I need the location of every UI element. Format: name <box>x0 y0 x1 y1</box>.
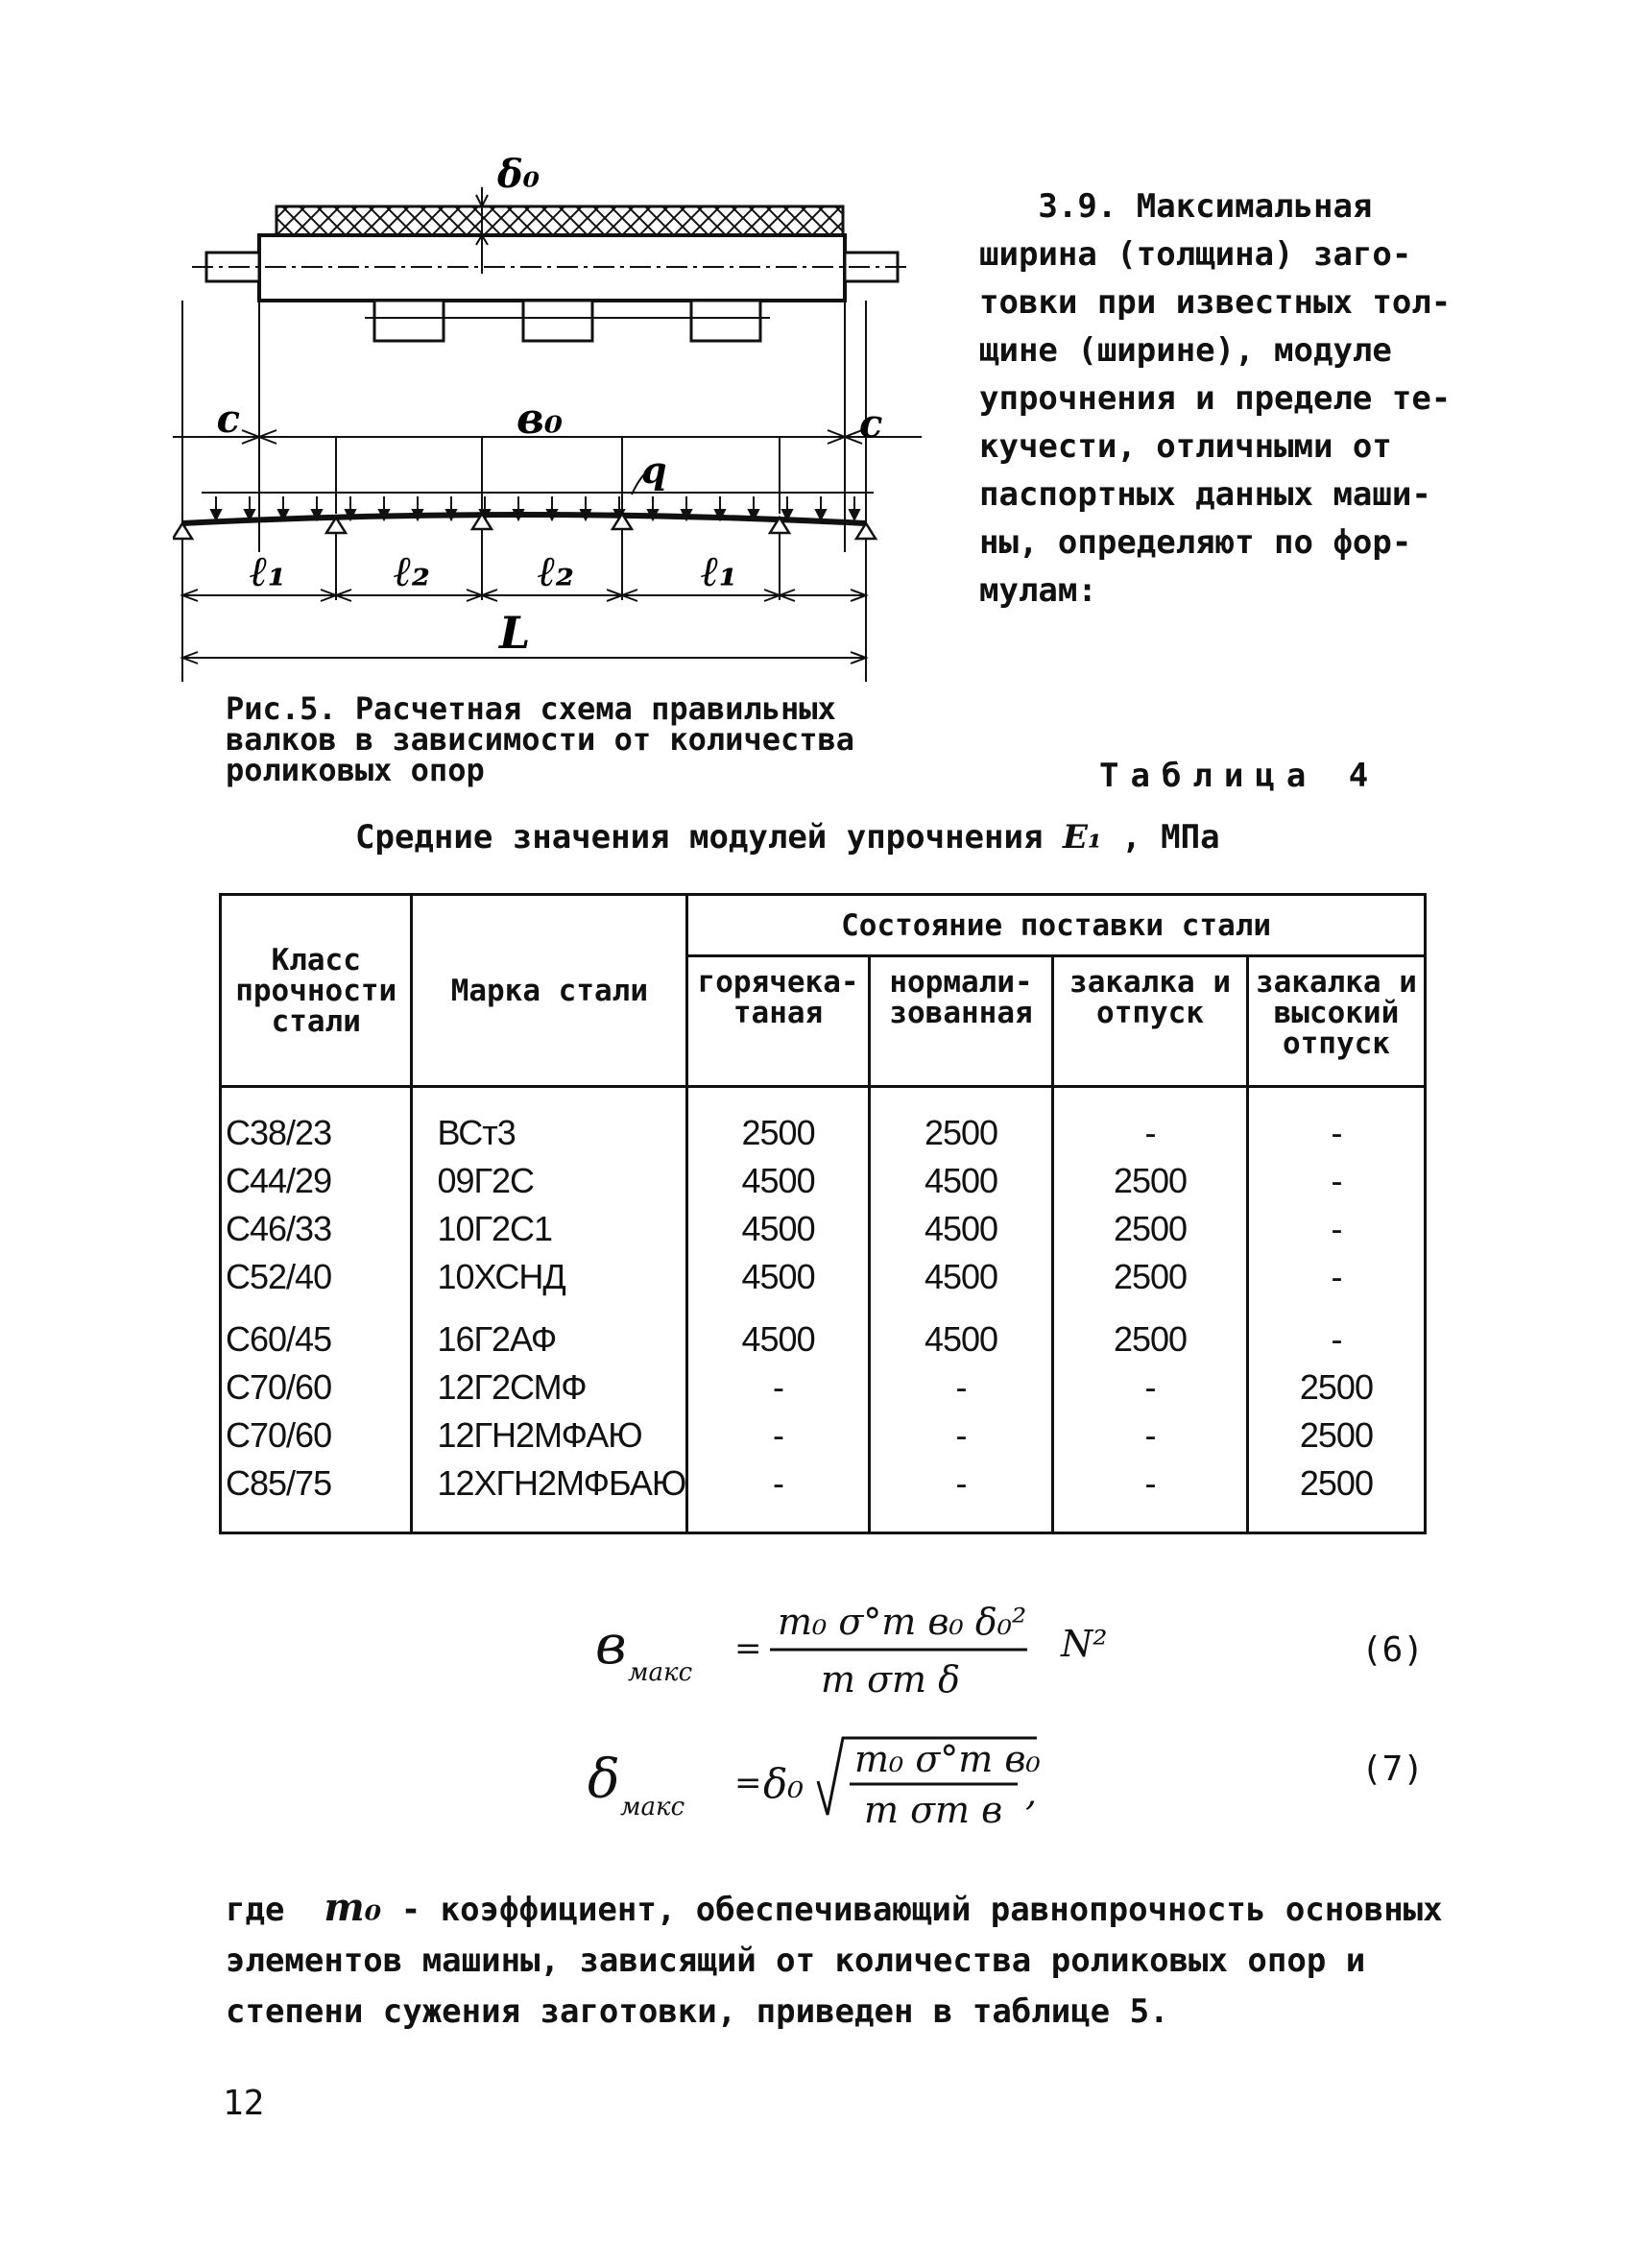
label-l2-right: ℓ₂ <box>538 547 575 596</box>
cell-hot: 4500 <box>741 1161 815 1200</box>
cell-class: С44/29 <box>226 1161 332 1200</box>
where-explanation <box>226 1882 1474 2038</box>
cell-quench-high: - <box>1331 1209 1342 1248</box>
figure-caption <box>226 690 936 788</box>
cell-quench: - <box>1144 1113 1156 1152</box>
roller-supports <box>374 301 760 341</box>
header-class: Класс прочности стали <box>221 895 412 1087</box>
label-b0: в₀ <box>516 395 564 444</box>
label-delta0: δ₀ <box>497 152 540 197</box>
section-line: упрочнения и пределе те- <box>979 379 1452 418</box>
header-quench-high-temper: закалка и высокий отпуск <box>1247 956 1425 1087</box>
cell-grade: 10Г2С1 <box>437 1209 553 1248</box>
equation-label-6: (6) <box>1361 1630 1425 1670</box>
cell-norm: 4500 <box>924 1161 998 1200</box>
header-hot-rolled: горячека-таная <box>687 956 870 1087</box>
where-symbol: m₀ <box>324 1885 382 1930</box>
where-line1-rest: - коэффициент, обеспечивающий равнопрочность основных <box>400 1891 1443 1929</box>
cell-hot: 4500 <box>741 1257 815 1296</box>
label-l1-left: ℓ₁ <box>250 547 287 596</box>
column-quench-temper <box>1053 1087 1248 1533</box>
cell-quench: 2500 <box>1113 1257 1188 1296</box>
cell-class: С52/40 <box>226 1257 332 1296</box>
cell-quench: - <box>1144 1415 1156 1455</box>
formula-7 <box>588 1738 1041 1831</box>
cell-quench-high: - <box>1331 1319 1342 1359</box>
cell-norm: - <box>955 1367 967 1407</box>
table-title-text: Средние значения модулей упрочнения <box>355 818 1044 857</box>
svg-text:=: = <box>734 1629 762 1668</box>
page-number: 12 <box>223 2084 265 2123</box>
workpiece-hatch <box>276 206 843 235</box>
header-delivery-state: Состояние поставки стали <box>687 895 1426 956</box>
cell-class: С60/45 <box>226 1319 332 1359</box>
cell-grade: 09Г2С <box>437 1161 535 1200</box>
cell-quench-high: - <box>1331 1257 1342 1296</box>
label-c-left: c <box>216 397 240 442</box>
column-quench-high-temper <box>1247 1087 1425 1533</box>
cell-quench-high: - <box>1331 1113 1342 1152</box>
cell-hot: 2500 <box>741 1113 815 1152</box>
formula-6 <box>595 1601 1107 1701</box>
table-title-symbol: E₁ <box>1062 818 1102 857</box>
cell-hot: - <box>773 1415 784 1455</box>
cell-quench-high: 2500 <box>1299 1463 1373 1503</box>
f6-lhs: в <box>595 1614 627 1677</box>
cell-grade: 12ХГН2МФБАЮ <box>437 1463 686 1503</box>
f7-tail: , <box>1025 1772 1038 1814</box>
cell-class: С70/60 <box>226 1415 332 1455</box>
f7-numerator: m₀ σ°т в₀ <box>854 1738 1041 1780</box>
formulas <box>566 1575 1430 1853</box>
section-line: щине (ширине), модуле <box>979 331 1392 370</box>
label-L: L <box>499 607 531 659</box>
roller-scheme-figure <box>173 149 922 687</box>
cell-grade: 12Г2СМФ <box>437 1367 587 1407</box>
section-line: ны, определяют по фор- <box>979 523 1412 562</box>
caption-line: роликовых опор <box>226 752 485 788</box>
cell-class: С38/23 <box>226 1113 332 1152</box>
cell-norm: 2500 <box>924 1113 998 1152</box>
cell-quench: - <box>1144 1367 1156 1407</box>
f7-coefficient: δ₀ <box>763 1760 804 1807</box>
section-3-9-text <box>979 182 1478 615</box>
where-line-2: элементов машины, зависящий от количества роликовых опор и <box>226 1942 1366 1980</box>
column-class <box>221 1087 412 1533</box>
cell-quench: 2500 <box>1113 1209 1188 1248</box>
cell-hot: 4500 <box>741 1319 815 1359</box>
cell-class: С70/60 <box>226 1367 332 1407</box>
cell-class: С85/75 <box>226 1463 332 1503</box>
caption-line: Рис.5. Расчетная схема правильных <box>226 690 836 727</box>
table-4 <box>219 893 1427 1534</box>
cell-quench-high: - <box>1331 1161 1342 1200</box>
cell-hot: - <box>773 1463 784 1503</box>
column-hot-rolled <box>687 1087 870 1533</box>
cell-norm: - <box>955 1415 967 1455</box>
f6-tail: N² <box>1061 1623 1108 1665</box>
cell-quench: 2500 <box>1113 1161 1188 1200</box>
cell-norm: 4500 <box>924 1209 998 1248</box>
where-line-3: степени сужения заготовки, приведен в таблице 5. <box>226 1992 1169 2031</box>
label-l1-right: ℓ₁ <box>701 547 738 596</box>
label-q: q <box>641 448 667 492</box>
section-line: товки при известных тол- <box>979 283 1452 322</box>
cell-grade: 10ХСНД <box>437 1257 565 1296</box>
cell-quench: - <box>1144 1463 1156 1503</box>
equation-label-7: (7) <box>1361 1749 1425 1789</box>
hardening-modulus-table <box>219 893 1427 1534</box>
cell-hot: - <box>773 1367 784 1407</box>
f7-lhs: δ <box>588 1749 620 1811</box>
svg-text:=: = <box>734 1764 762 1802</box>
where-line-1 <box>226 1882 1474 1936</box>
cell-quench-high: 2500 <box>1299 1367 1373 1407</box>
cell-norm: 4500 <box>924 1319 998 1359</box>
where-prefix: где <box>226 1891 285 1929</box>
cell-class: С46/33 <box>226 1209 332 1248</box>
f6-lhs-sub: макс <box>628 1658 693 1687</box>
cell-quench: 2500 <box>1113 1319 1188 1359</box>
cell-grade: ВСт3 <box>437 1113 516 1152</box>
f7-lhs-sub: макс <box>620 1793 685 1822</box>
column-grade <box>412 1087 687 1533</box>
cell-norm: - <box>955 1463 967 1503</box>
section-line: паспортных данных маши- <box>979 475 1431 514</box>
cell-norm: 4500 <box>924 1257 998 1296</box>
caption-line: валков в зависимости от количества <box>226 721 855 758</box>
cell-quench-high: 2500 <box>1299 1415 1373 1455</box>
column-normalized <box>869 1087 1052 1533</box>
table-label: Таблица 4 <box>1099 757 1381 795</box>
label-l2-left: ℓ₂ <box>394 547 431 596</box>
header-normalized: нормали-зованная <box>869 956 1052 1087</box>
header-grade: Марка стали <box>412 895 687 1087</box>
cell-grade: 12ГН2МФАЮ <box>437 1415 642 1455</box>
f6-denominator: m σт δ <box>821 1658 961 1701</box>
table-title-unit: , МПа <box>1121 818 1220 857</box>
f7-denominator: m σт в <box>864 1789 1003 1831</box>
cell-grade: 16Г2АФ <box>437 1319 557 1359</box>
cell-hot: 4500 <box>741 1209 815 1248</box>
header-quench-temper: закалка и отпуск <box>1053 956 1248 1087</box>
section-line: мулам: <box>979 571 1097 610</box>
section-line: 3.9. Максимальная <box>979 187 1373 226</box>
table-title <box>355 818 1220 857</box>
section-line: ширина (толщина) заго- <box>979 235 1412 274</box>
f6-numerator: m₀ σ°т в₀ δ₀² <box>778 1601 1027 1643</box>
section-line: кучести, отличными от <box>979 427 1392 466</box>
label-c-right: c <box>859 401 883 446</box>
